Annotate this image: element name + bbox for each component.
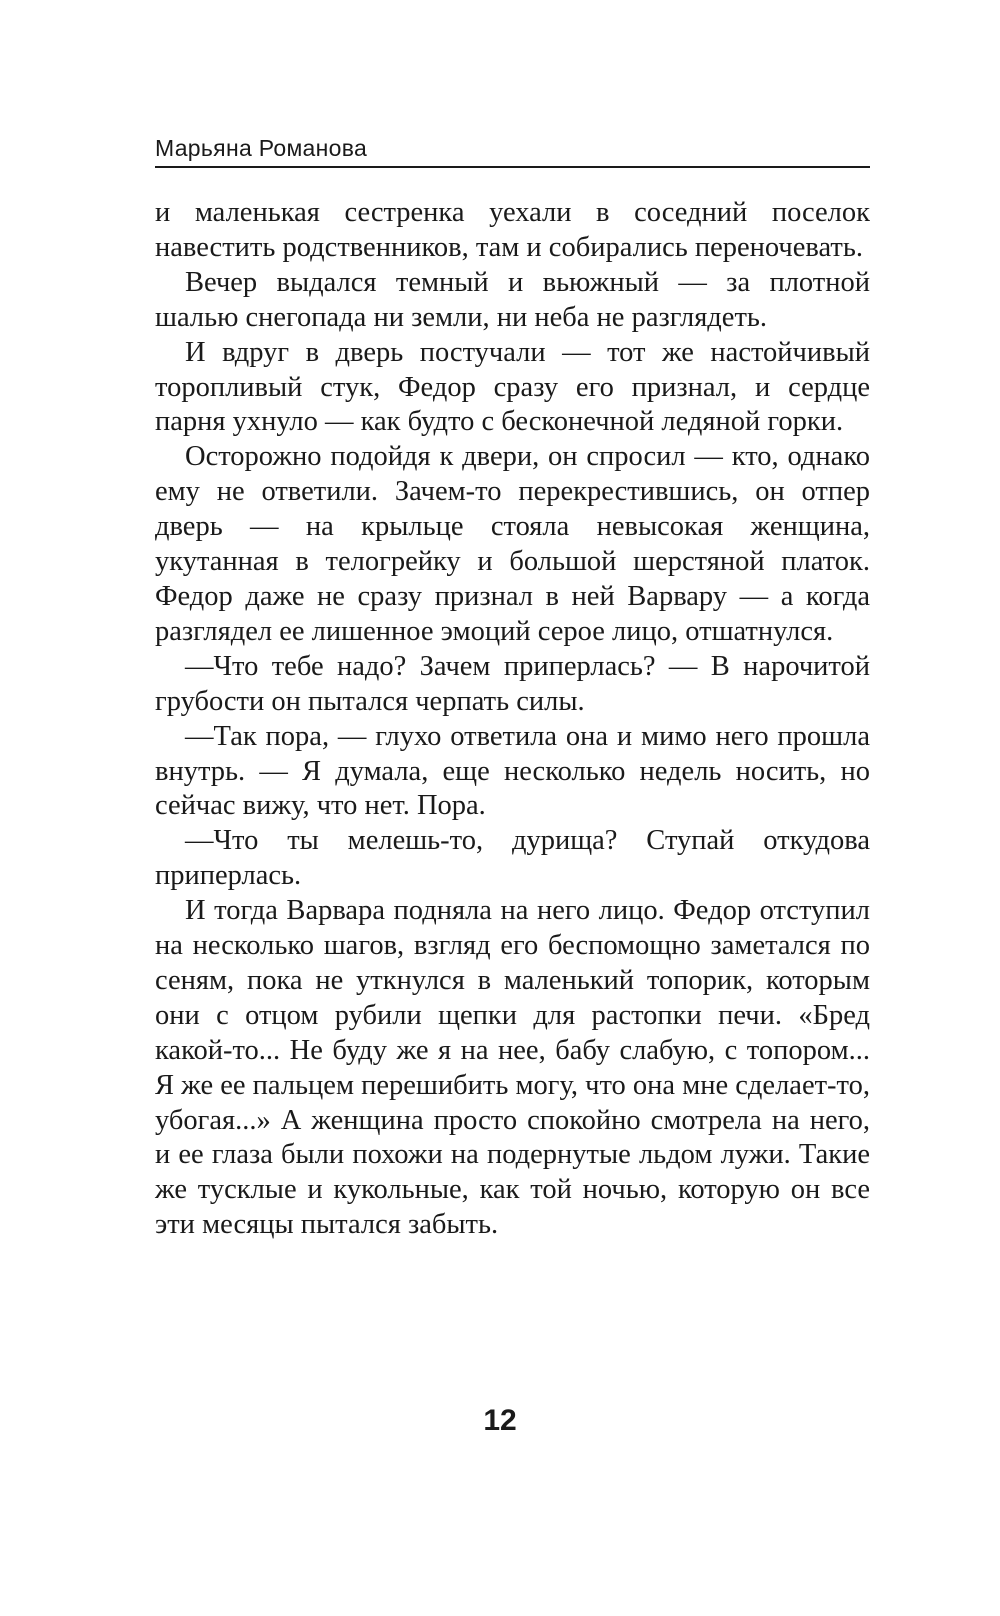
author-name: Марьяна Романова xyxy=(155,135,368,161)
paragraph: И вдруг в дверь постучали — тот же настойчивый торопливый стук, Федор сразу его признал, и сердце парня ухнуло — как будто с бесконечной ледяной горки. xyxy=(155,336,870,438)
body-text xyxy=(155,196,870,1243)
running-header xyxy=(155,132,870,168)
paragraph: и маленькая сестренка уехали в соседний поселок навестить родственников, там и собирались переночевать. xyxy=(155,197,870,263)
paragraph: И тогда Варвара подняла на него лицо. Федор отступил на несколько шагов, взгляд его беспомощно заметался по сеням, пока не уткнулся в маленький топорик, которым они с отцом рубили щепки для растопки печи. «Бред какой-то... Не буду же я на нее, бабу слабую, с топором... Я же ее пальцем перешибить могу, что она мне сделает-то, убогая...» А женщина просто спокойно смотрела на него, и ее глаза были похожи на подернутые льдом лужи. Такие же тусклые и кукольные, как той ночью, которую он все эти месяцы пытался забыть. xyxy=(155,895,870,1241)
paragraph: Вечер выдался темный и вьюжный — за плотной шалью снегопада ни земли, ни неба не разглядеть. xyxy=(155,266,870,333)
dialogue-paragraph: —Так пора, — глухо ответила она и мимо него прошла внутрь. — Я думала, еще несколько недель носить, но сейчас вижу, что нет. Пора. xyxy=(155,720,870,822)
page-number: 12 xyxy=(483,1404,517,1437)
dialogue-paragraph: —Что ты мелешь-то, дурища? Ступай откудова приперлась. xyxy=(155,825,870,892)
paragraph: Осторожно подойдя к двери, он спросил — кто, однако ему не ответили. Зачем-то перекрестившись, он отпер дверь — на крыльце стояла невысокая женщина, укутанная в телогрейку и большой шерстяной платок. Федор даже не сразу признал в ней Варвару — а когда разглядел ее лишенное эмоций серое лицо, отшатнулся. xyxy=(155,441,870,647)
dialogue-paragraph: —Что тебе надо? Зачем приперлась? — В нарочитой грубости он пытался черпать силы. xyxy=(155,650,870,717)
